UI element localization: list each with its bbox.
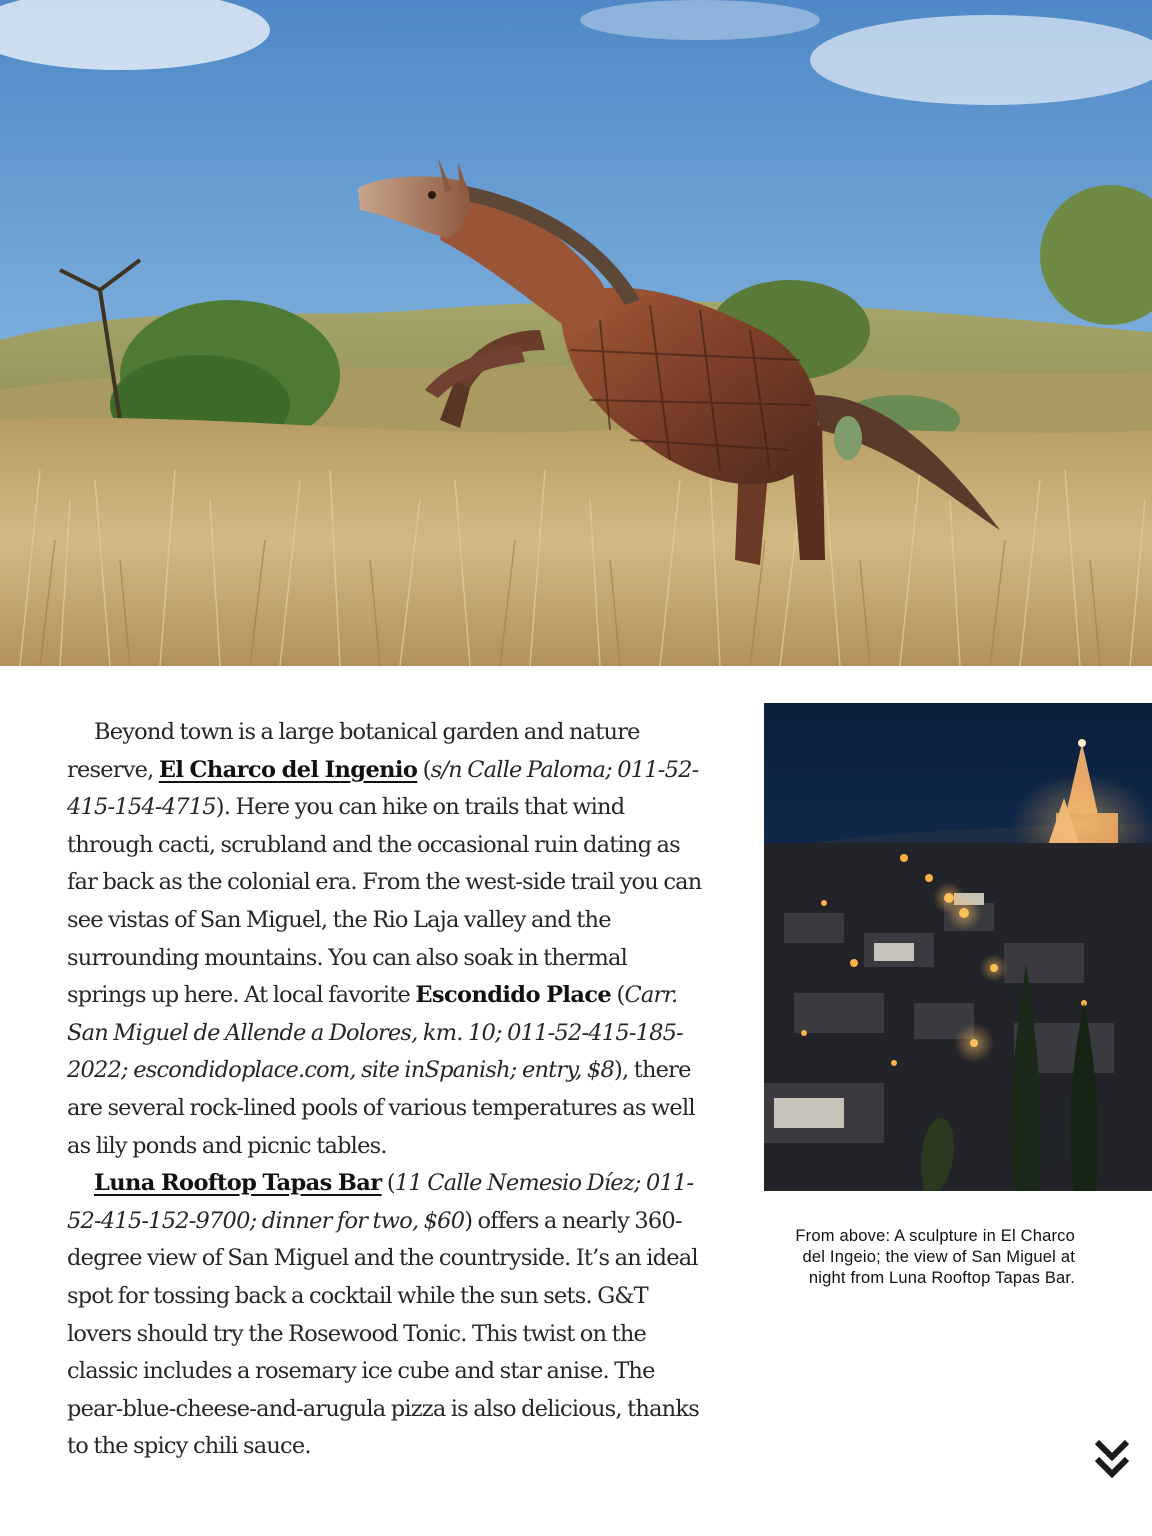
paragraph2-body: offers a nearly 360-degree view of San Miguel and the countryside. It’s an ideal spot for tossing back a cocktail while the sun sets. G&T lovers should try the Rosewood Tonic. This twist on the classic includes a rosemary ice cube and star anise. The pear-blue-cheese-and-arugula pizza is also delicious, thanks to the spicy chili sauce.: [67, 1207, 699, 1460]
venue-link-luna[interactable]: Luna Rooftop Tapas Bar: [94, 1170, 382, 1197]
venue3-details: 11 Calle Nemesio Díez; 011-52-415-152-9700; dinner for two, $60: [67, 1170, 694, 1234]
paragraph-luna: [67, 1165, 707, 1466]
article-body: [67, 714, 707, 1466]
paragraph-charco: [67, 714, 707, 1165]
venue-details-paren: (s/n Calle Paloma; 011-52-415-154-4715): [67, 756, 699, 821]
double-chevron-down-icon[interactable]: [1094, 1438, 1130, 1480]
paragraph-tail: , there are several rock-lined pools of various temperatures as well as lily ponds and picnic tables.: [67, 1057, 695, 1159]
venue2-details-paren: (Carr. San Miguel de Allende a Dolores, km. 10; 011-52-415-185-2022; escondidoplace.com, site inSpanish; entry, $8): [67, 982, 683, 1084]
paragraph-body: . Here you can hike on trails that wind through cacti, scrubland and the occasional ruin dating as far back as the colonial era. From the west-side trail you can see vistas of San Miguel, the Rio Laja valley and the surrounding mountains. You can also soak in thermal springs up here. At local favorite: [67, 794, 702, 1009]
venue-escondido: Escondido Place: [415, 982, 612, 1009]
venue3-details-paren: (11 Calle Nemesio Díez; 011-52-415-152-9700; dinner for two, $60): [67, 1170, 694, 1234]
photo-caption: From above: A sculpture in El Charco del Ingeio; the view of San Miguel at night from Luna Rooftop Tapas Bar.: [795, 1227, 1075, 1287]
night-town-illustration: [764, 703, 1152, 1191]
paragraph-lead: Beyond town is a large botanical garden and nature reserve,: [67, 719, 640, 783]
venue-link-el-charco[interactable]: El Charco del Ingenio: [158, 756, 418, 783]
venue2-details: Carr. San Miguel de Allende a Dolores, km. 10; 011-52-415-185-2022; escondidoplace.com, site inSpanish; entry, $8: [67, 982, 683, 1084]
horse-sculpture-illustration: [0, 0, 1152, 666]
side-photo-night-view: [764, 703, 1152, 1191]
venue-details: s/n Calle Paloma; 011-52-415-154-4715: [67, 756, 699, 821]
hero-photo-horse-sculpture: [0, 0, 1152, 666]
